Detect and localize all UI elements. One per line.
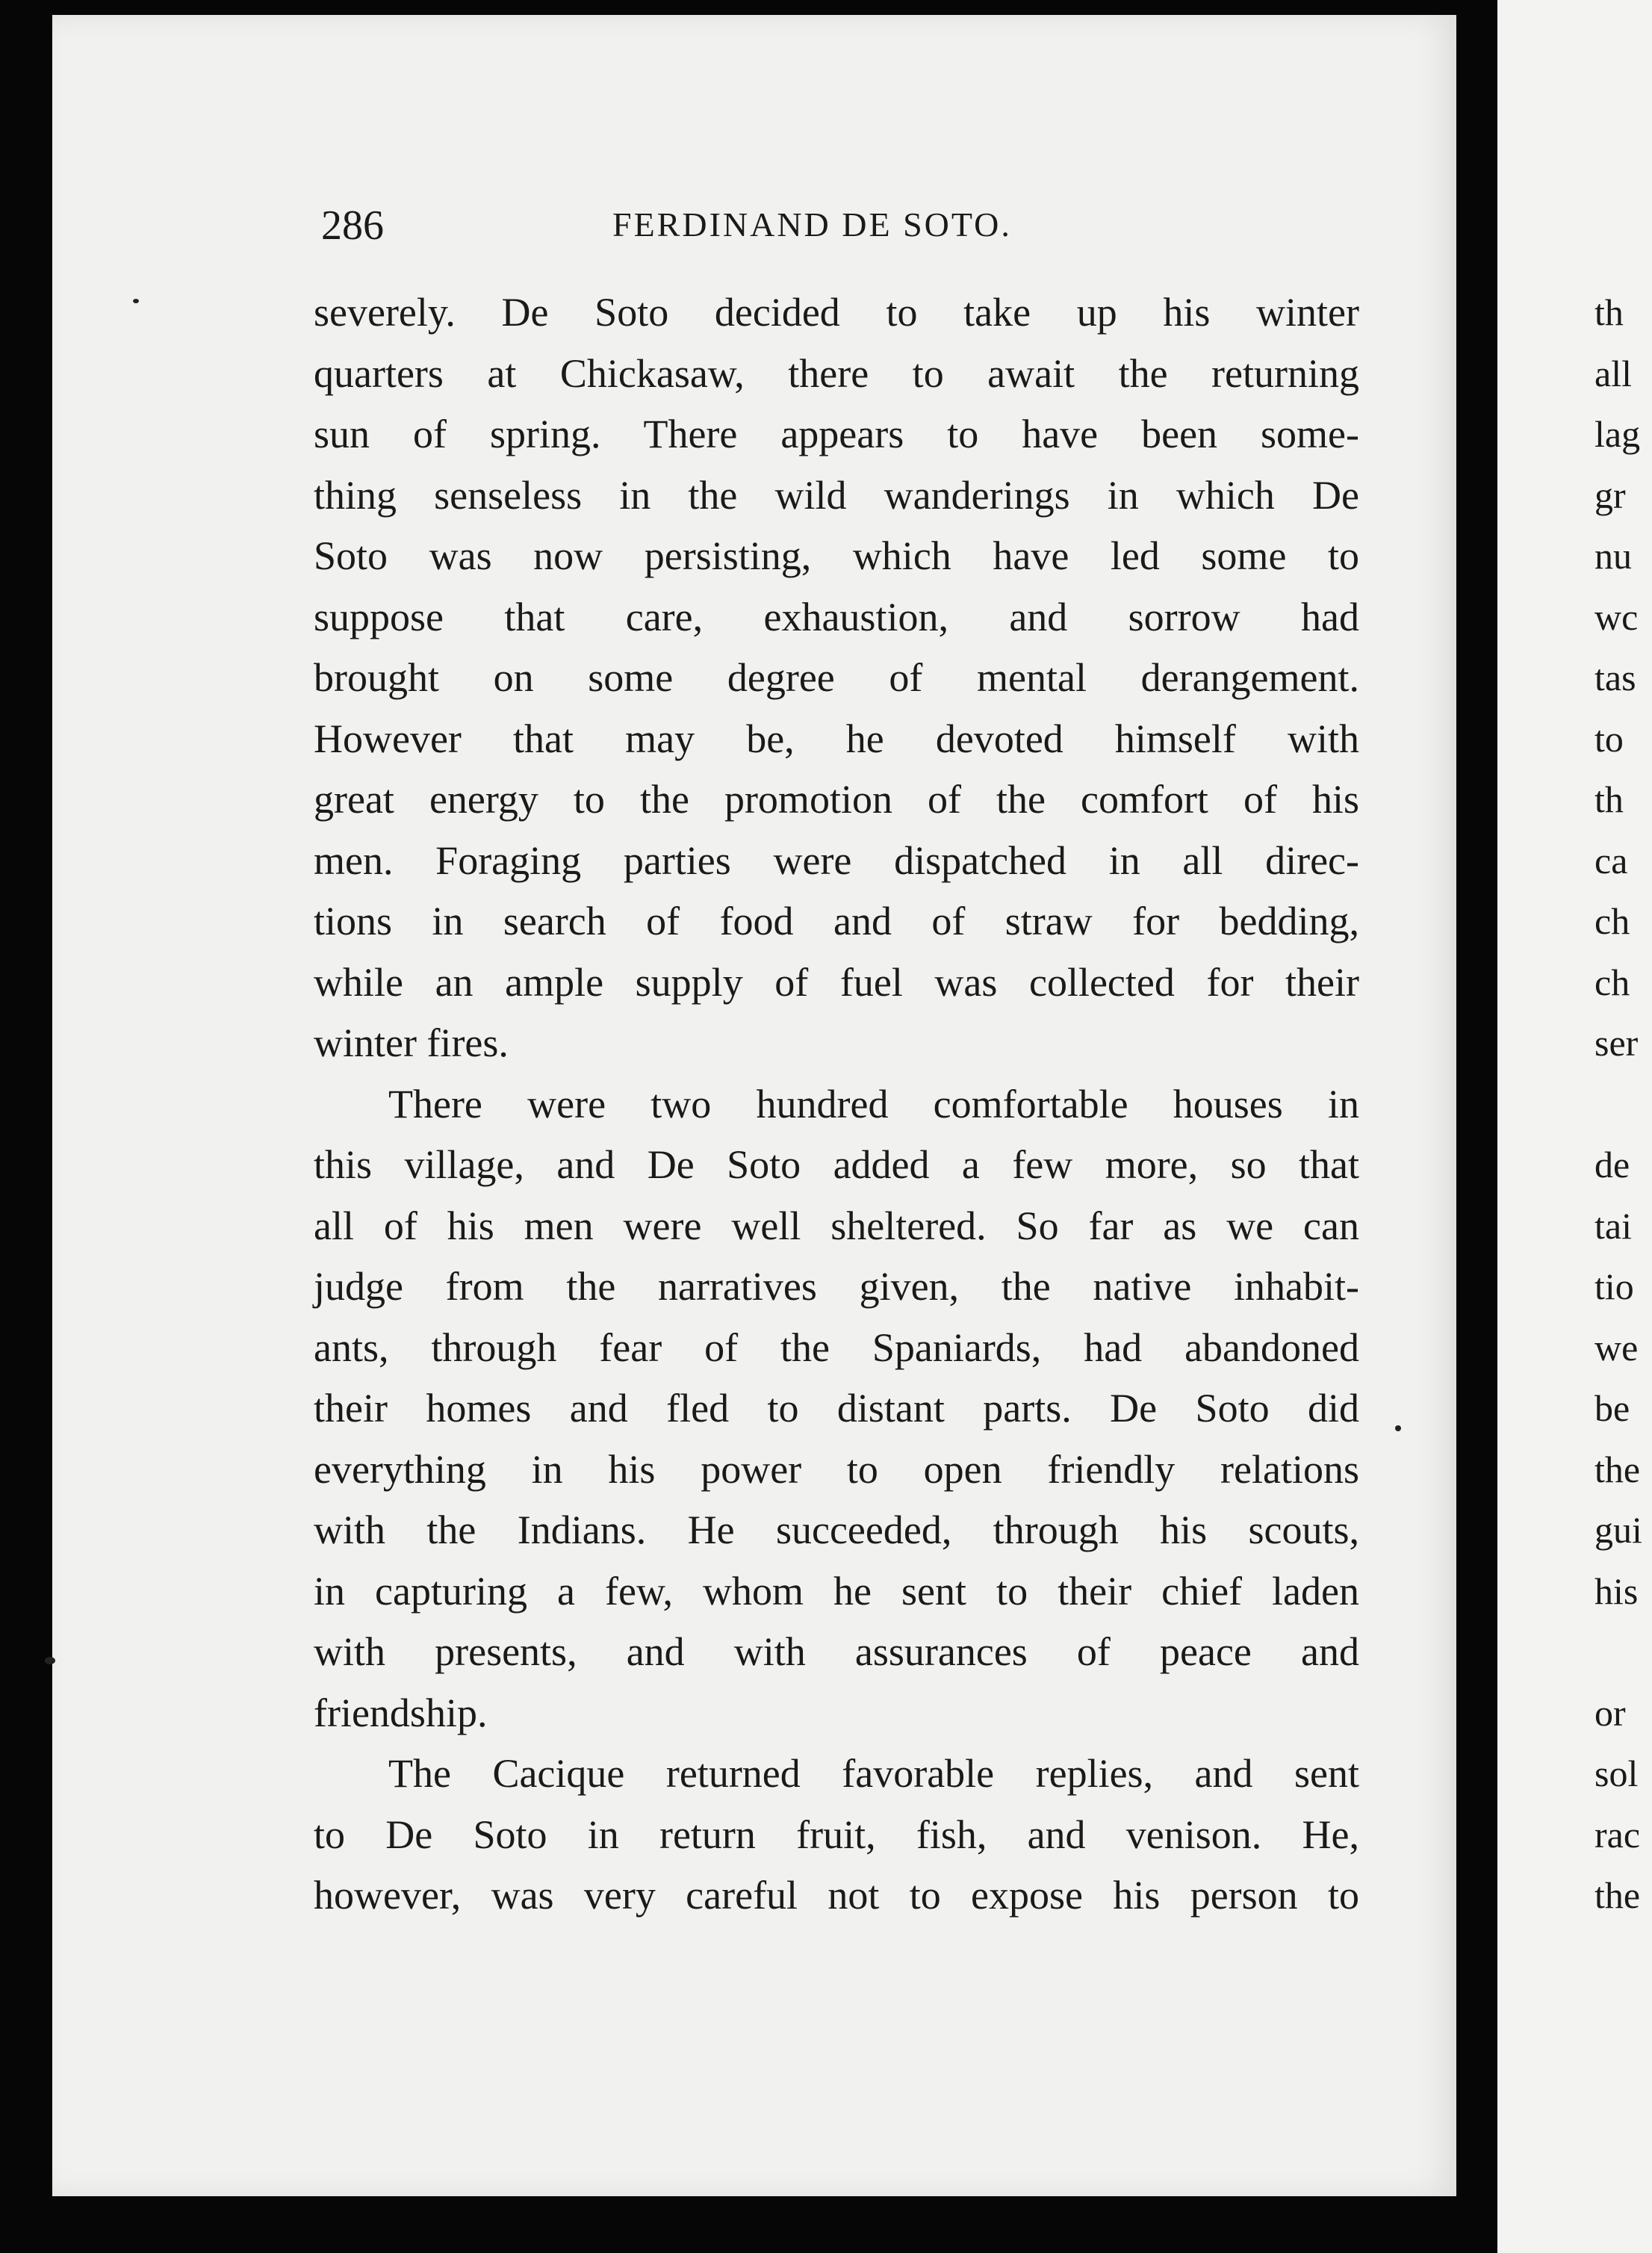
facing-line: or bbox=[1594, 1691, 1626, 1734]
facing-line: the bbox=[1594, 1448, 1641, 1490]
running-head: FERDINAND DE SOTO. bbox=[612, 205, 1012, 244]
text-line: friendship. bbox=[314, 1690, 488, 1735]
facing-line: lag bbox=[1594, 413, 1641, 455]
text-line: Soto was now persisting, which have led some to bbox=[314, 533, 1359, 578]
text-line: thing senseless in the wild wanderings in which De bbox=[314, 472, 1359, 518]
page-header bbox=[321, 202, 1367, 261]
text-line: However that may be, he devoted himself with bbox=[314, 716, 1359, 761]
paragraph-2 bbox=[314, 1074, 1359, 1744]
facing-line: tas bbox=[1594, 657, 1636, 698]
facing-line: de bbox=[1594, 1144, 1630, 1186]
text-line: There were two hundred comfortable houses in bbox=[388, 1081, 1359, 1126]
facing-page-text bbox=[1594, 282, 1642, 1927]
text-line: their homes and fled to distant parts. De Soto did bbox=[314, 1386, 1359, 1431]
facing-line: nu bbox=[1594, 535, 1632, 577]
facing-line: th bbox=[1594, 291, 1624, 333]
text-line: winter fires. bbox=[314, 1020, 509, 1065]
text-line: ants, through fear of the Spaniards, had abandoned bbox=[314, 1324, 1359, 1370]
facing-line: sol bbox=[1594, 1752, 1639, 1794]
body-text bbox=[314, 282, 1359, 1927]
facing-line: all bbox=[1594, 352, 1632, 394]
text-line: quarters at Chickasaw, there to await the returning bbox=[314, 350, 1359, 396]
text-line: however, was very careful not to expose his person to bbox=[314, 1873, 1359, 1918]
text-line: with presents, and with assurances of peace and bbox=[314, 1629, 1359, 1674]
facing-line: tio bbox=[1594, 1265, 1634, 1307]
facing-line: his bbox=[1594, 1569, 1639, 1612]
facing-line: rac bbox=[1594, 1813, 1641, 1856]
facing-line: ch bbox=[1594, 961, 1630, 1003]
paragraph-gap bbox=[1594, 1074, 1642, 1135]
facing-line: we bbox=[1594, 1326, 1639, 1369]
text-line: tions in search of food and of straw for bedding, bbox=[314, 899, 1359, 943]
paragraph-gap bbox=[1594, 1622, 1642, 1683]
facing-line: to bbox=[1594, 717, 1624, 760]
text-line: brought on some degree of mental derangement. bbox=[314, 655, 1359, 700]
text-line: The Cacique returned favorable replies, and sent bbox=[388, 1751, 1359, 1796]
facing-line: be bbox=[1594, 1387, 1630, 1429]
text-line: great energy to the promotion of the comfort of his bbox=[314, 777, 1359, 822]
facing-line: gui bbox=[1594, 1509, 1642, 1551]
facing-line: ch bbox=[1594, 900, 1630, 942]
text-line: to De Soto in return fruit, fish, and venison. He, bbox=[314, 1812, 1359, 1857]
facing-line: ca bbox=[1594, 839, 1628, 881]
text-line: everything in his power to open friendly relations bbox=[314, 1446, 1359, 1492]
facing-line: wc bbox=[1594, 595, 1639, 638]
facing-line: th bbox=[1594, 778, 1624, 820]
text-line: all of his men were well sheltered. So far as we can bbox=[314, 1203, 1359, 1248]
facing-line: the bbox=[1594, 1874, 1641, 1916]
facing-line: gr bbox=[1594, 474, 1626, 516]
text-line: sun of spring. There appears to have been some- bbox=[314, 412, 1359, 456]
text-line: judge from the narratives given, the native inhabit- bbox=[314, 1264, 1359, 1309]
text-line: while an ample supply of fuel was collected for their bbox=[314, 959, 1359, 1005]
paragraph-3 bbox=[314, 1744, 1359, 1927]
scan-speck bbox=[1395, 1425, 1401, 1431]
facing-line: ser bbox=[1594, 1022, 1639, 1064]
text-line: this village, and De Soto added a few more, so that bbox=[314, 1142, 1359, 1187]
page-number: 286 bbox=[321, 202, 384, 249]
facing-line: tai bbox=[1594, 1204, 1632, 1247]
scan-speck bbox=[133, 299, 139, 303]
text-line: with the Indians. He succeeded, through his scouts, bbox=[314, 1507, 1359, 1552]
text-line: men. Foraging parties were dispatched in all direc- bbox=[314, 837, 1359, 883]
text-line: in capturing a few, whom he sent to their chief laden bbox=[314, 1568, 1359, 1614]
scan-speck bbox=[45, 1657, 55, 1664]
text-line: severely. De Soto decided to take up his winter bbox=[314, 290, 1359, 335]
text-line: suppose that care, exhaustion, and sorrow had bbox=[314, 594, 1359, 639]
paragraph-1 bbox=[314, 282, 1359, 1074]
